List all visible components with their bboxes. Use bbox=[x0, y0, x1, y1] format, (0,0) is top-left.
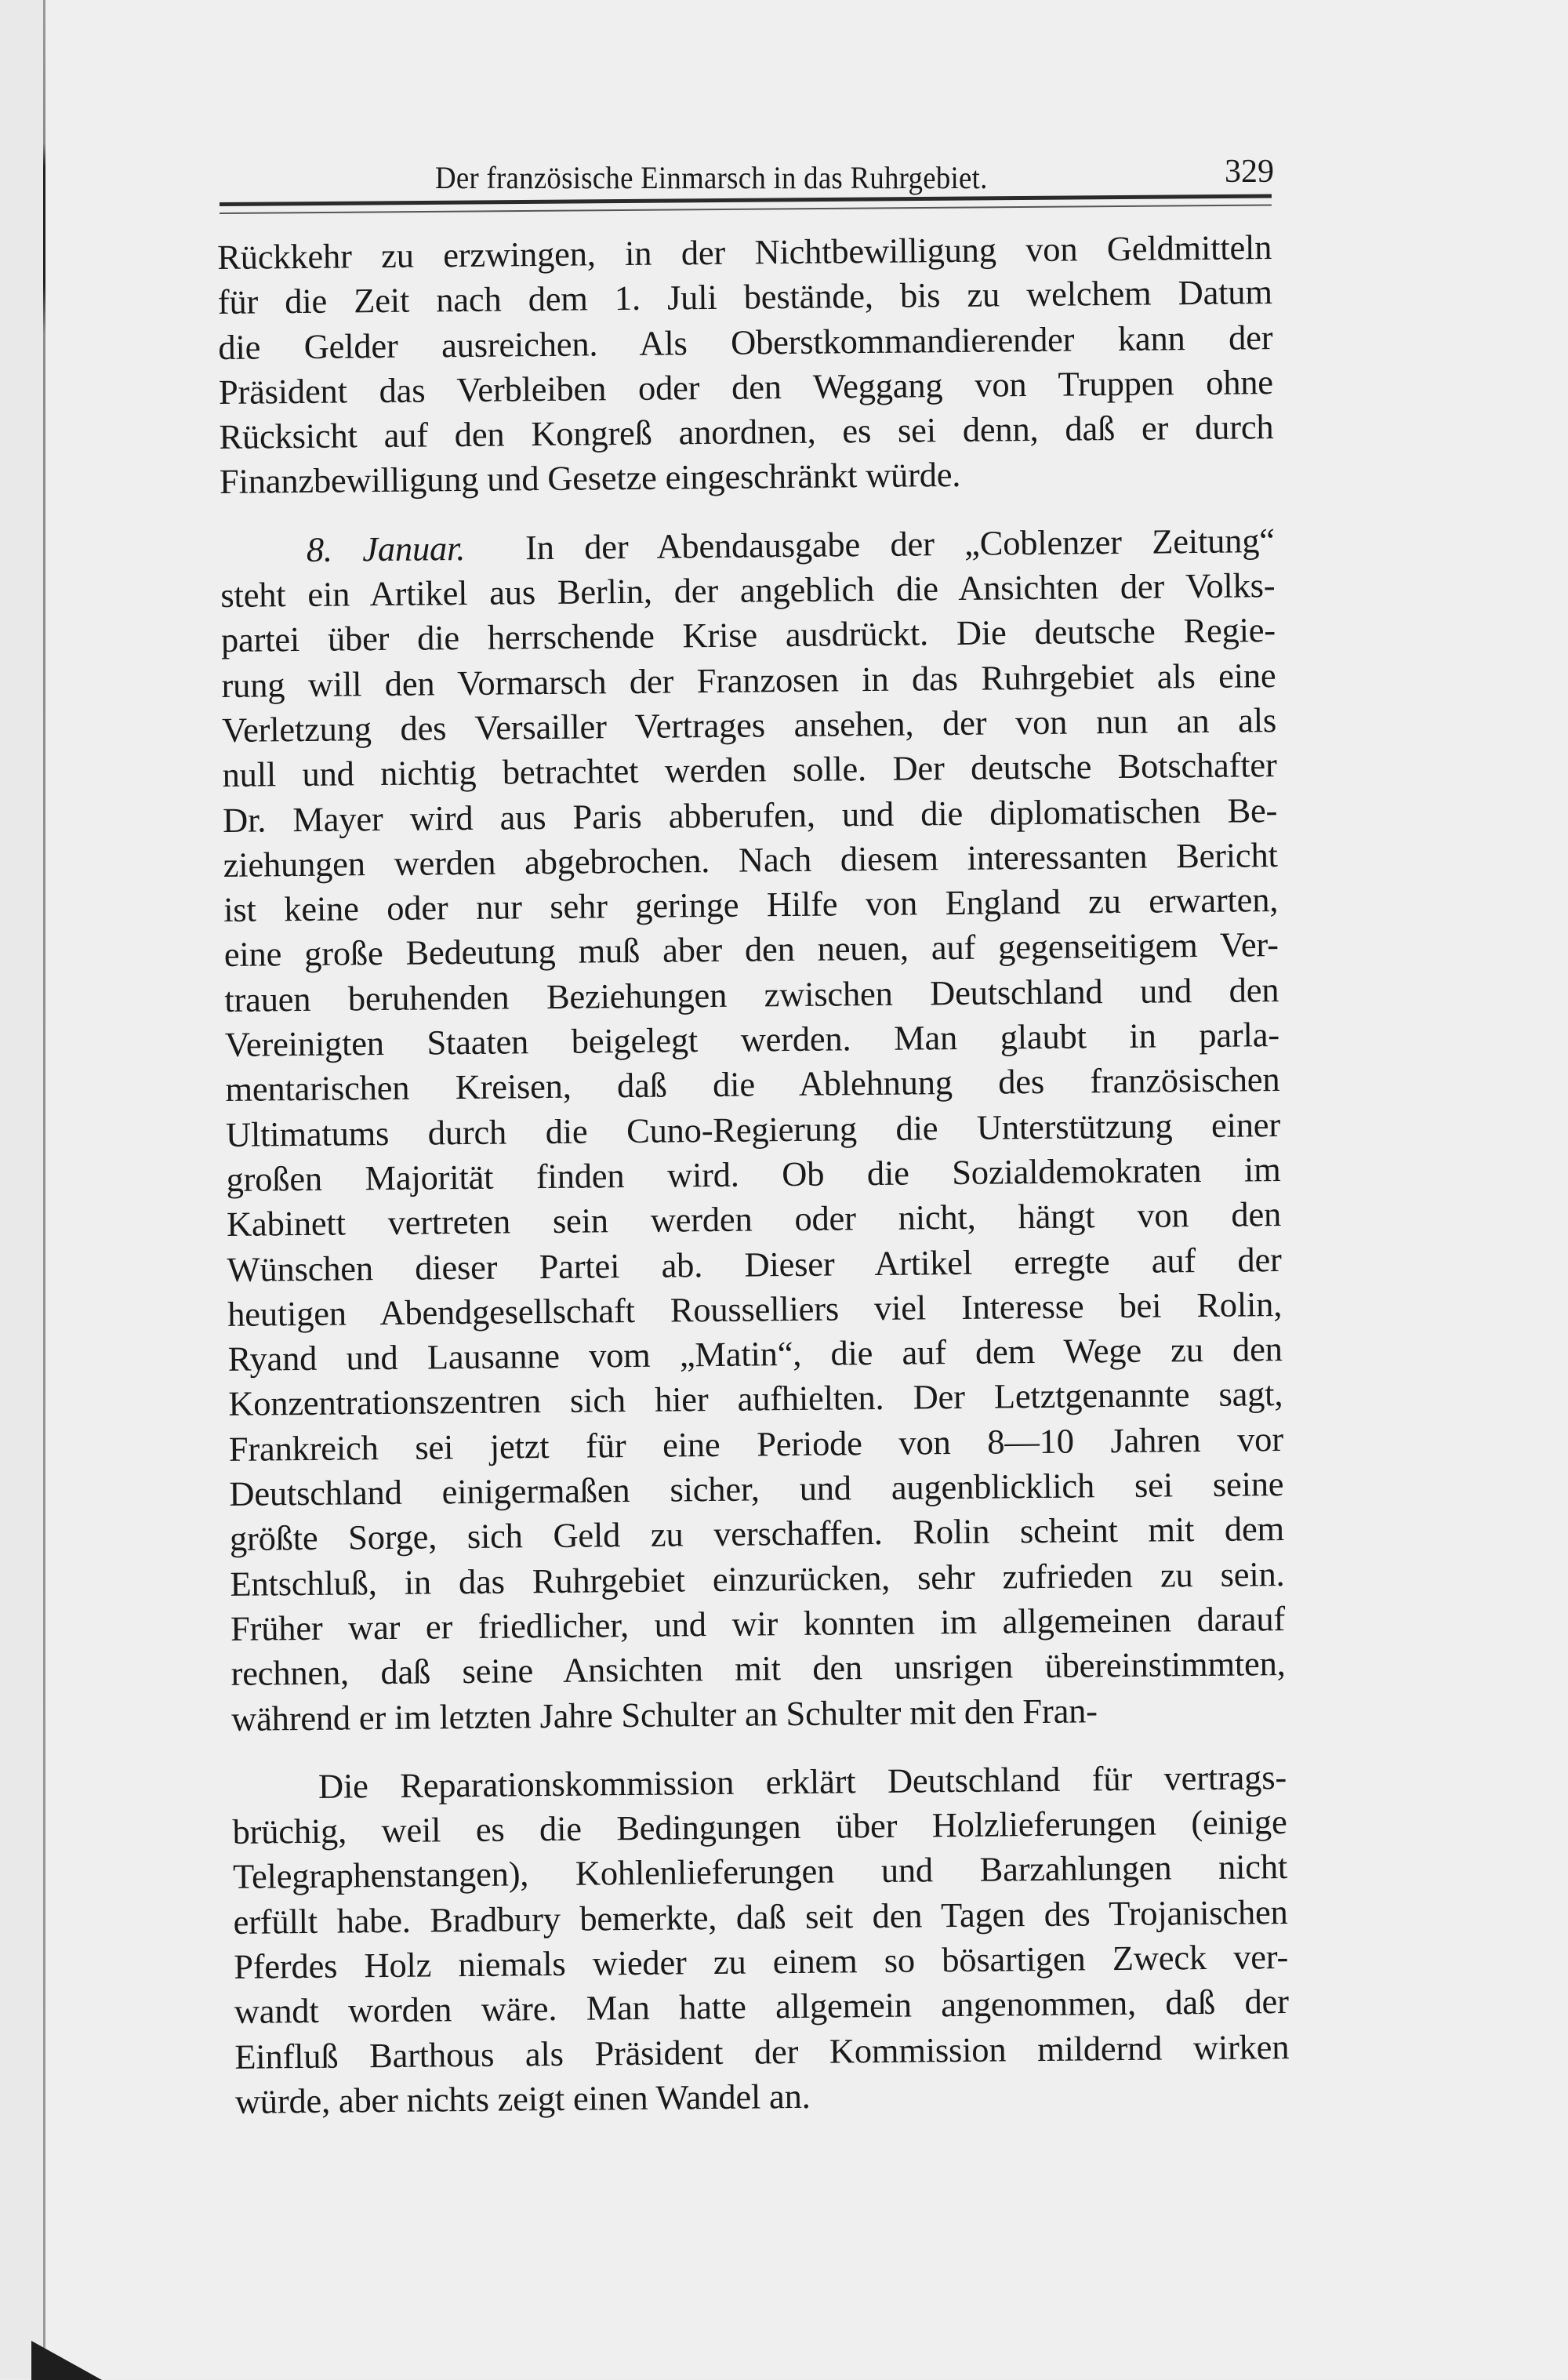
text-line: Einfluß Barthous als Präsident der Kommission mildernd wirken bbox=[234, 2026, 1290, 2077]
binding-edge-line bbox=[43, 0, 45, 2379]
text-line: die Gelder ausreichen. Als Oberstkommandierender kann der bbox=[218, 317, 1273, 367]
text-line: mentarischen Kreisen, daß die Ablehnung des französischen bbox=[225, 1059, 1280, 1110]
text-line: Früher war er friedlicher, und wir konnten im allgemeinen darauf bbox=[230, 1598, 1286, 1648]
text-line: Dr. Mayer wird aus Paris abberufen, und die diplomatischen Be- bbox=[222, 790, 1278, 840]
text-line: Frankreich sei jetzt für eine Periode von 8—10 Jahren vor bbox=[228, 1419, 1284, 1469]
text-line: Wünschen dieser Partei ab. Dieser Artikel erregte auf der bbox=[227, 1239, 1282, 1289]
paragraph-3 bbox=[232, 1755, 1290, 2124]
text-line: Verletzung des Versailler Vertrages ansehen, der von nun an als bbox=[221, 700, 1277, 750]
text-line: partei über die herrschende Krise ausdrückt. Die deutsche Regie- bbox=[220, 610, 1276, 660]
text-line: brüchig, weil es die Bedingungen über Holzlieferungen (einige bbox=[232, 1802, 1287, 1851]
running-title: Der französische Einmarsch in das Ruhrgebiet. bbox=[435, 160, 988, 195]
text-line: Pferdes Holz niemals wieder zu einem so bösartigen Zweck ver- bbox=[233, 1936, 1289, 1986]
text-line: erfüllt habe. Bradbury bemerkte, daß seit den Tagen des Trojanischen bbox=[233, 1891, 1288, 1942]
text-line: größte Sorge, sich Geld zu verschaffen. Rolin scheint mit dem bbox=[229, 1509, 1285, 1559]
text-line: Ryand und Lausanne vom „Matin“, die auf dem Wege zu den bbox=[227, 1329, 1283, 1379]
text-line: Kabinett vertreten sein werden oder nicht, hängt von den bbox=[226, 1194, 1282, 1245]
text-line: Rücksicht auf den Kongreß anordnen, es sei denn, daß er durch bbox=[219, 407, 1274, 457]
text-line-first: Die Reparationskommission erklärt Deutschland für vertrags- bbox=[318, 1757, 1287, 1806]
header-rule-thin bbox=[220, 204, 1272, 214]
running-header bbox=[216, 153, 1274, 200]
text-line: rung will den Vormarsch der Franzosen in das Ruhrgebiet als eine bbox=[221, 655, 1276, 705]
text-line: heutigen Abendgesellschaft Rousselliers viel Interesse bei Rolin, bbox=[227, 1284, 1283, 1334]
text-line: Konzentrationszentren sich hier aufhielten. Der Letztgenannte sagt, bbox=[228, 1374, 1283, 1424]
text-line: Präsident das Verbleiben oder den Weggang von Truppen ohne bbox=[218, 362, 1274, 412]
text-line: während er im letzten Jahre Schulter an Schulter mit den Fran- bbox=[230, 1690, 1098, 1739]
text-line: für die Zeit nach dem 1. Juli bestände, bis zu welchem Datum bbox=[217, 272, 1272, 322]
text-line: ziehungen werden abgebrochen. Nach diesem interessanten Bericht bbox=[223, 834, 1278, 885]
text-line: trauen beruhenden Beziehungen zwischen Deutschland und den bbox=[224, 969, 1279, 1019]
text-line: Entschluß, in das Ruhrgebiet einzurücken, sehr zufrieden zu sein. bbox=[230, 1553, 1285, 1604]
text-line: Finanzbewilligung und Gesetze eingeschränkt würde. bbox=[219, 455, 961, 502]
text-line: ist keine oder nur sehr geringe Hilfe von England zu erwarten, bbox=[223, 880, 1279, 930]
text-line: würde, aber nichts zeigt einen Wandel an. bbox=[234, 2076, 811, 2121]
body-text bbox=[217, 225, 1290, 2124]
paragraph-2 bbox=[220, 518, 1287, 1742]
first-line-rest: In der Abendausgabe der „Coblenzer Zeitung“ bbox=[524, 520, 1276, 568]
paragraph-1 bbox=[217, 225, 1274, 505]
text-line: rechnen, daß seine Ansichten mit den unsrigen übereinstimmten, bbox=[230, 1644, 1286, 1694]
text-line: steht ein Artikel aus Berlin, der angeblich die Ansichten der Volks- bbox=[220, 565, 1276, 616]
date-label: 8. Januar. bbox=[306, 528, 466, 569]
page-corner-shadow bbox=[31, 2341, 102, 2380]
text-line: Rückkehr zu erzwingen, in der Nichtbewilligung von Geldmitteln bbox=[217, 227, 1272, 277]
page-number: 329 bbox=[1225, 154, 1274, 190]
text-line: wandt worden wäre. Man hatte allgemein angenommen, daß der bbox=[234, 1982, 1289, 2032]
text-line: Telegraphenstangen), Kohlenlieferungen und Barzahlungen nicht bbox=[232, 1847, 1288, 1897]
text-line: Vereinigten Staaten beigelegt werden. Man glaubt in parla- bbox=[224, 1015, 1280, 1064]
text-line: null und nichtig betrachtet werden solle. Der deutsche Botschafter bbox=[222, 745, 1277, 795]
text-line: großen Majorität finden wird. Ob die Sozialdemokraten im bbox=[226, 1149, 1281, 1199]
text-line: Deutschland einigermaßen sicher, und augenblicklich sei seine bbox=[229, 1464, 1284, 1513]
binding-gutter bbox=[0, 0, 43, 2379]
text-line: eine große Bedeutung muß aber den neuen, auf gegenseitigem Ver- bbox=[223, 925, 1279, 975]
text-line: Ultimatums durch die Cuno-Regierung die Unterstützung einer bbox=[225, 1104, 1281, 1154]
